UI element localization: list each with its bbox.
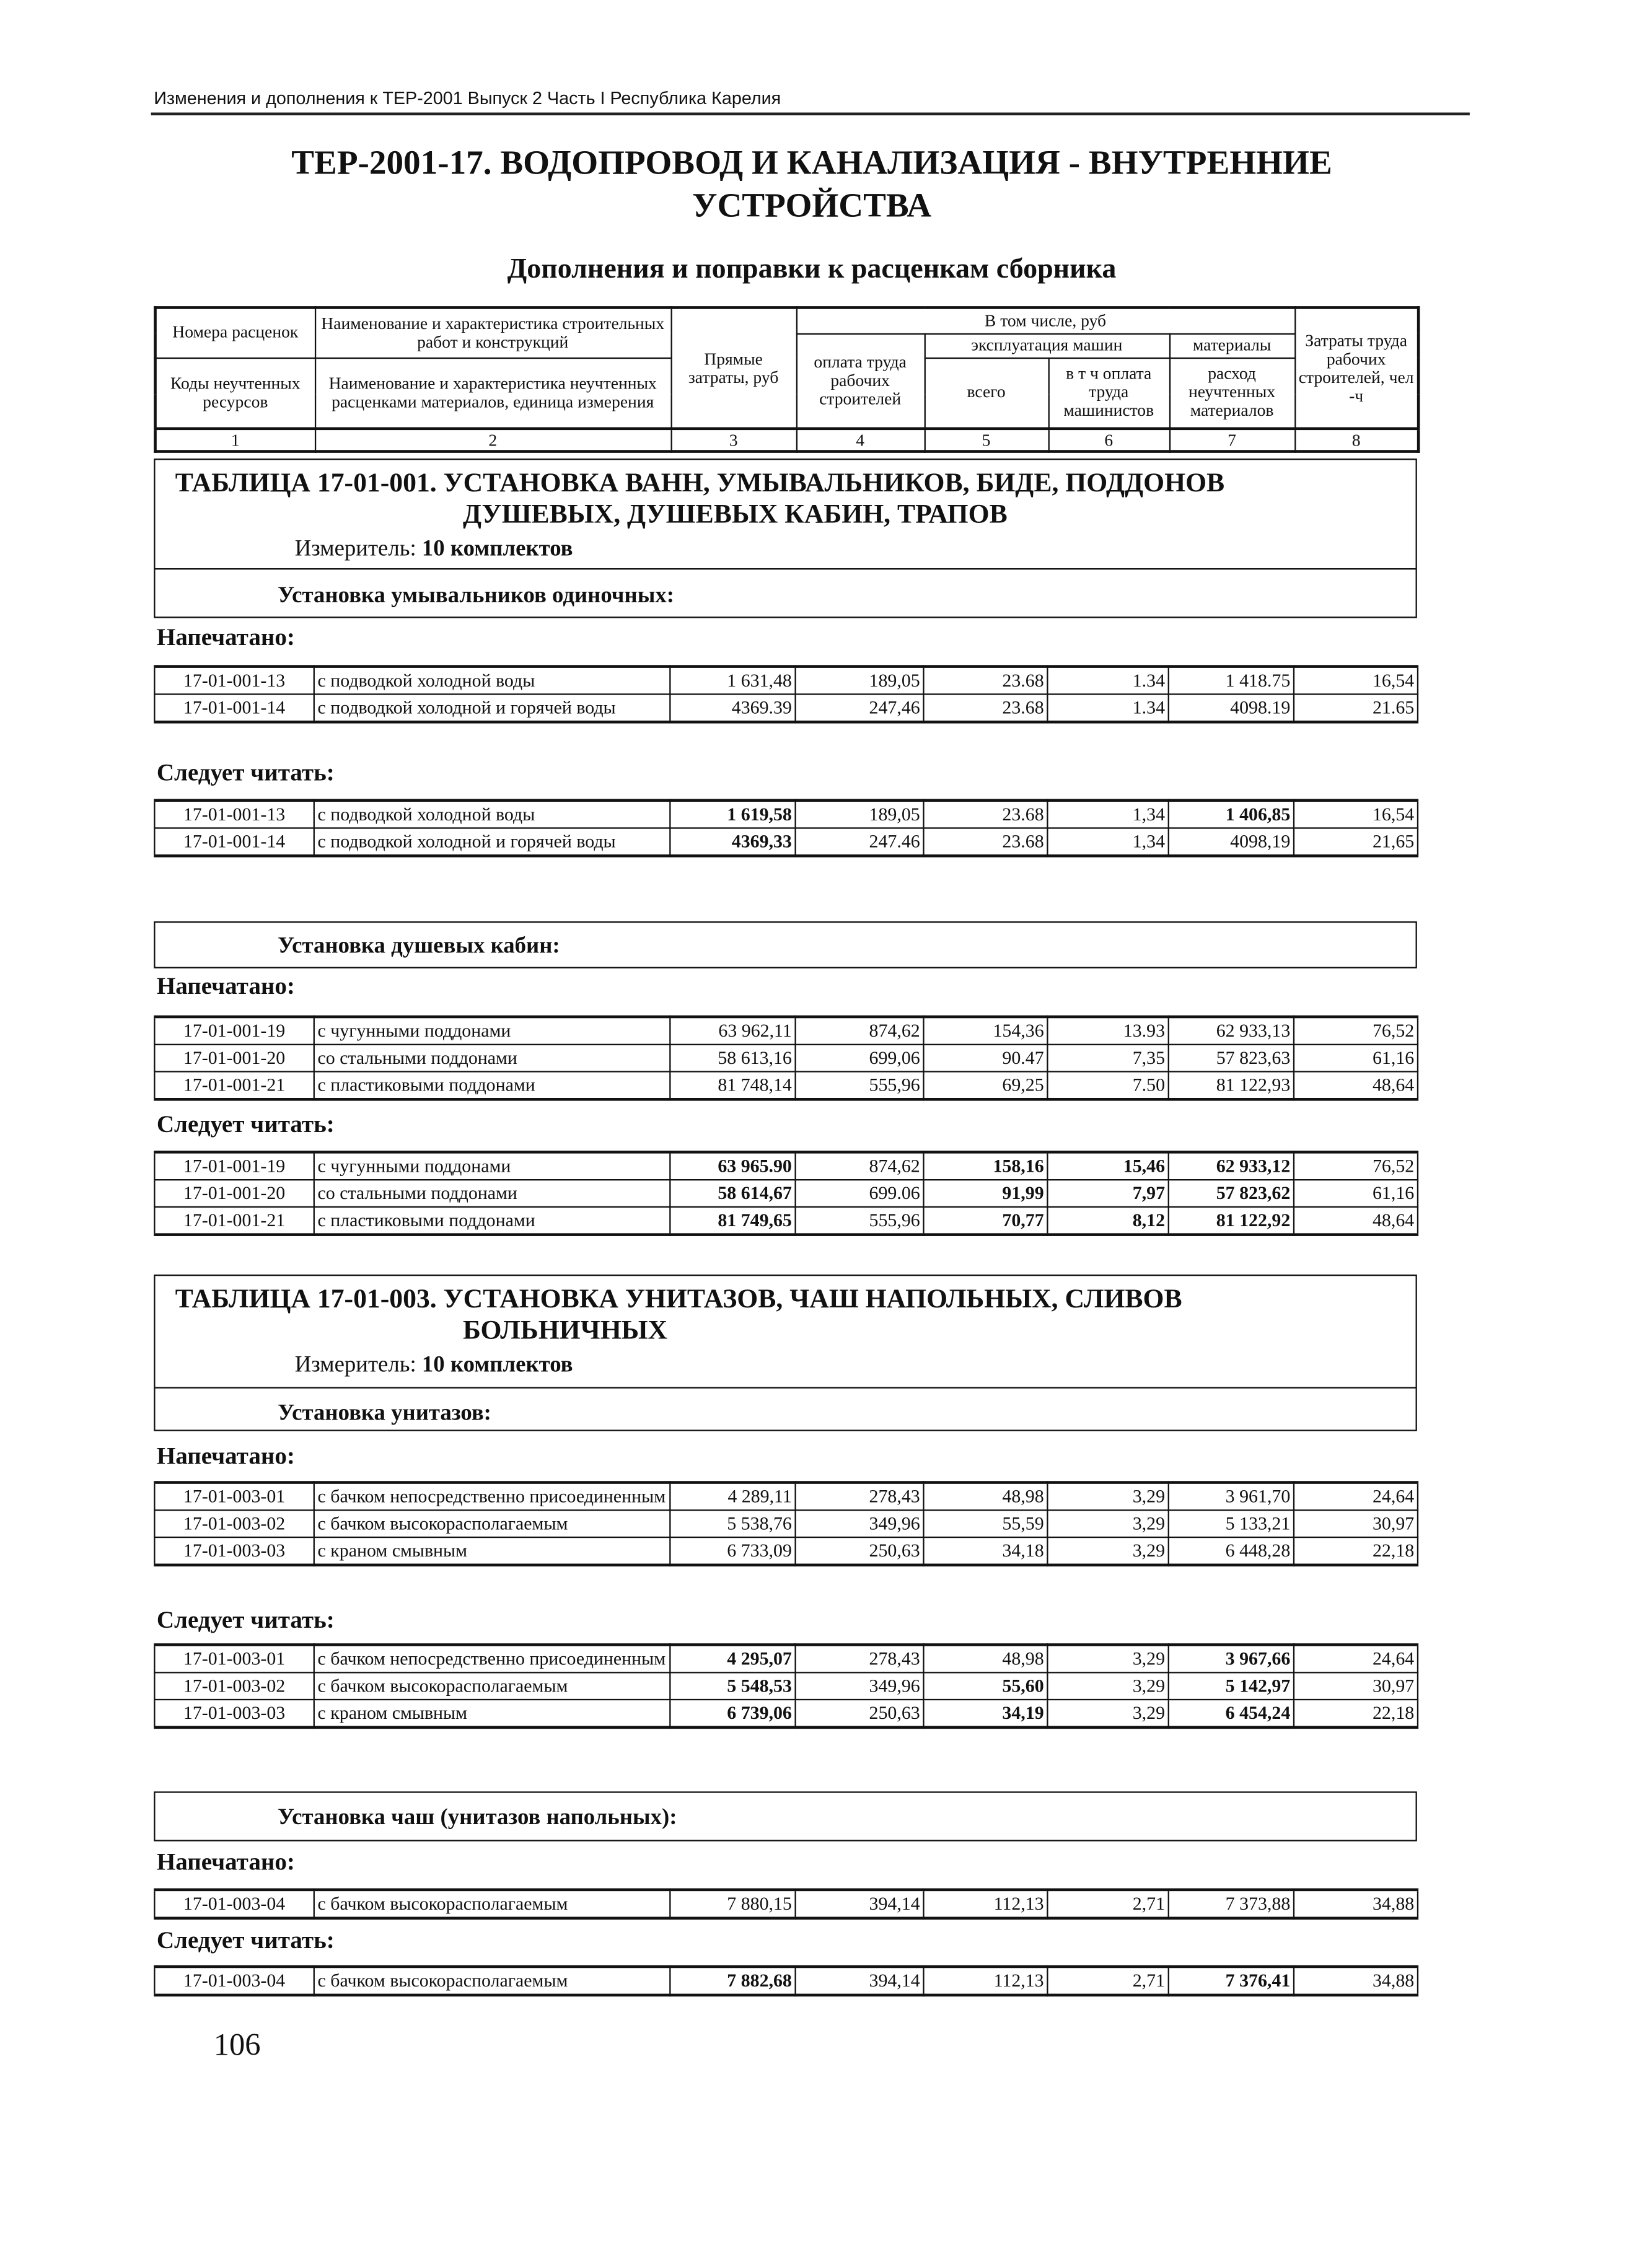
value-col-4: 247,46 xyxy=(796,694,924,722)
rates-table xyxy=(154,1481,1418,1566)
value-col-4: 699,06 xyxy=(796,1045,924,1072)
value-col-4: 250,63 xyxy=(796,1537,924,1565)
value-col-6: 2,71 xyxy=(1047,1967,1168,1995)
value-col-7: 7 376,41 xyxy=(1169,1967,1294,1995)
header-material-name: Наименование и характеристика неучтенных расценками материалов, единица измерения xyxy=(315,358,671,429)
value-col-8: 34,88 xyxy=(1294,1967,1418,1995)
value-col-5: 55,60 xyxy=(923,1672,1047,1700)
page-subtitle: Дополнения и поправки к расценкам сборника xyxy=(507,253,1117,285)
header-machinist-pay: в т ч оплата труда машинистов xyxy=(1048,358,1169,429)
column-number: 5 xyxy=(925,429,1048,452)
value-col-3: 63 962,11 xyxy=(670,1017,795,1045)
rates-table xyxy=(154,1016,1418,1101)
value-col-3: 4369,33 xyxy=(670,828,795,856)
value-col-4: 394,14 xyxy=(796,1890,924,1918)
value-col-4: 247.46 xyxy=(796,828,924,856)
table-17-01-003-box xyxy=(154,1275,1417,1431)
subsection-title: Установка умывальников одиночных: xyxy=(278,584,675,608)
value-col-6: 13.93 xyxy=(1047,1017,1168,1045)
rates-table xyxy=(154,665,1418,723)
printed-label: Напечатано: xyxy=(156,1442,295,1470)
value-col-7: 57 823,62 xyxy=(1169,1180,1294,1207)
value-col-7: 62 933,12 xyxy=(1169,1152,1294,1180)
value-col-4: 555,96 xyxy=(796,1071,924,1099)
rate-code: 17-01-001-21 xyxy=(154,1207,314,1235)
value-col-7: 1 406,85 xyxy=(1169,801,1294,828)
meter xyxy=(295,537,573,562)
read-label: Следует читать: xyxy=(156,758,335,786)
header-worker-pay: оплата труда рабочих строителей xyxy=(796,333,925,429)
rate-name: с бачком высокорасполагаемым xyxy=(314,1510,670,1537)
column-number: 6 xyxy=(1048,429,1169,452)
column-number: 7 xyxy=(1169,429,1294,452)
table-row xyxy=(154,694,1418,722)
value-col-3: 1 631,48 xyxy=(670,667,795,695)
value-col-6: 1.34 xyxy=(1047,694,1168,722)
value-col-6: 3,29 xyxy=(1047,1700,1168,1727)
value-col-5: 112,13 xyxy=(923,1967,1047,1995)
rates-table xyxy=(154,1151,1418,1236)
value-col-6: 8,12 xyxy=(1047,1207,1168,1235)
value-col-5: 34,19 xyxy=(923,1700,1047,1727)
header-materials: материалы xyxy=(1169,333,1294,358)
rate-code: 17-01-003-03 xyxy=(154,1537,314,1565)
value-col-8: 21,65 xyxy=(1294,828,1418,856)
column-header-table xyxy=(154,306,1420,453)
column-number: 2 xyxy=(315,429,671,452)
column-number: 3 xyxy=(670,429,796,452)
header-labor-costs: Затраты труда рабочих строителей, чел -ч xyxy=(1294,307,1418,428)
value-col-7: 3 961,70 xyxy=(1169,1483,1294,1511)
value-col-8: 48,64 xyxy=(1294,1071,1418,1099)
subsection-title: Установка душевых кабин: xyxy=(278,934,560,959)
value-col-5: 55,59 xyxy=(923,1510,1047,1537)
table-row xyxy=(154,1672,1418,1700)
rate-code: 17-01-003-04 xyxy=(154,1890,314,1918)
value-col-6: 7.50 xyxy=(1047,1071,1168,1099)
rate-name: с пластиковыми поддонами xyxy=(314,1207,670,1235)
rate-name: с подводкой холодной и горячей воды xyxy=(314,828,670,856)
table-title: ТАБЛИЦА 17-01-003. УСТАНОВКА УНИТАЗОВ, ЧАШ НАПОЛЬНЫХ, СЛИВОВ xyxy=(175,1284,1182,1315)
value-col-5: 112,13 xyxy=(923,1890,1047,1918)
title-line-2: УСТРОЙСТВА xyxy=(692,188,932,226)
value-col-7: 5 142,97 xyxy=(1169,1672,1294,1700)
value-col-7: 62 933,13 xyxy=(1169,1017,1294,1045)
read-label: Следует читать: xyxy=(156,1110,335,1138)
rate-name: со стальными поддонами xyxy=(314,1180,670,1207)
table-row xyxy=(154,1483,1418,1511)
rate-name: с бачком непосредственно присоединенным xyxy=(314,1483,670,1511)
value-col-7: 6 448,28 xyxy=(1169,1537,1294,1565)
header-work-name: Наименование и характеристика строительных работ и конструкций xyxy=(315,307,671,357)
value-col-6: 3,29 xyxy=(1047,1483,1168,1511)
value-col-5: 48,98 xyxy=(923,1645,1047,1673)
header-unaccounted-materials: расход неучтенных материалов xyxy=(1169,358,1294,429)
value-col-7: 3 967,66 xyxy=(1169,1645,1294,1673)
rate-code: 17-01-003-02 xyxy=(154,1510,314,1537)
value-col-3: 63 965.90 xyxy=(670,1152,795,1180)
value-col-7: 7 373,88 xyxy=(1169,1890,1294,1918)
value-col-3: 4 289,11 xyxy=(670,1483,795,1511)
rate-name: с краном смывным xyxy=(314,1700,670,1727)
value-col-4: 699.06 xyxy=(796,1180,924,1207)
value-col-6: 7,35 xyxy=(1047,1045,1168,1072)
header-machines-total: всего xyxy=(925,358,1048,429)
table-row xyxy=(154,1510,1418,1537)
value-col-8: 22,18 xyxy=(1294,1537,1418,1565)
value-col-7: 4098,19 xyxy=(1169,828,1294,856)
table-row xyxy=(154,828,1418,856)
value-col-8: 16,54 xyxy=(1294,667,1418,695)
rate-code: 17-01-001-14 xyxy=(154,828,314,856)
rate-code: 17-01-001-14 xyxy=(154,694,314,722)
value-col-8: 30,97 xyxy=(1294,1672,1418,1700)
value-col-3: 4 295,07 xyxy=(670,1645,795,1673)
value-col-5: 23.68 xyxy=(923,828,1047,856)
table-row xyxy=(154,1071,1418,1099)
table-row xyxy=(154,1045,1418,1072)
value-col-6: 3,29 xyxy=(1047,1645,1168,1673)
value-col-8: 24,64 xyxy=(1294,1645,1418,1673)
meter-label: Измеритель: xyxy=(294,1353,422,1377)
value-col-8: 34,88 xyxy=(1294,1890,1418,1918)
rate-code: 17-01-001-19 xyxy=(154,1152,314,1180)
subsection-box xyxy=(154,1791,1417,1841)
meter-value: 10 комплектов xyxy=(421,1353,573,1377)
value-col-5: 91,99 xyxy=(923,1180,1047,1207)
value-col-6: 7,97 xyxy=(1047,1180,1168,1207)
value-col-5: 90.47 xyxy=(923,1045,1047,1072)
table-row xyxy=(154,1152,1418,1180)
rate-code: 17-01-003-03 xyxy=(154,1700,314,1727)
value-col-3: 7 880,15 xyxy=(670,1890,795,1918)
header-resource-codes: Коды неучтенных ресурсов xyxy=(156,358,315,429)
meter xyxy=(295,1353,573,1378)
value-col-5: 34,18 xyxy=(923,1537,1047,1565)
rate-code: 17-01-001-13 xyxy=(154,801,314,828)
value-col-3: 1 619,58 xyxy=(670,801,795,828)
table-row xyxy=(154,1017,1418,1045)
column-number: 1 xyxy=(156,429,315,452)
rate-name: с пластиковыми поддонами xyxy=(314,1071,670,1099)
read-label: Следует читать: xyxy=(156,1606,335,1634)
printed-label: Напечатано: xyxy=(156,623,295,651)
value-col-4: 189,05 xyxy=(796,667,924,695)
running-head: Изменения и дополнения к ТЕР-2001 Выпуск 2 Часть I Республика Карелия xyxy=(154,88,781,108)
meter-label: Измеритель: xyxy=(294,537,422,561)
value-col-7: 4098.19 xyxy=(1169,694,1294,722)
value-col-6: 3,29 xyxy=(1047,1510,1168,1537)
table-row xyxy=(154,1967,1418,1995)
header-direct-costs: Прямые затраты, руб xyxy=(670,307,796,428)
rate-code: 17-01-001-19 xyxy=(154,1017,314,1045)
table-row xyxy=(154,801,1418,828)
value-col-8: 61,16 xyxy=(1294,1045,1418,1072)
value-col-3: 7 882,68 xyxy=(670,1967,795,1995)
value-col-5: 69,25 xyxy=(923,1071,1047,1099)
column-number: 8 xyxy=(1294,429,1418,452)
table-row xyxy=(154,1207,1418,1235)
value-col-5: 23.68 xyxy=(923,667,1047,695)
value-col-6: 15,46 xyxy=(1047,1152,1168,1180)
value-col-8: 30,97 xyxy=(1294,1510,1418,1537)
value-col-8: 48,64 xyxy=(1294,1207,1418,1235)
table-row xyxy=(154,1890,1418,1918)
value-col-8: 21.65 xyxy=(1294,694,1418,722)
value-col-4: 874,62 xyxy=(796,1152,924,1180)
meter-value: 10 комплектов xyxy=(421,537,573,561)
rate-code: 17-01-003-04 xyxy=(154,1967,314,1995)
read-label: Следует читать: xyxy=(156,1926,335,1954)
rate-name: с бачком высокорасполагаемым xyxy=(314,1967,670,1995)
value-col-3: 5 538,76 xyxy=(670,1510,795,1537)
table-title: ТАБЛИЦА 17-01-001. УСТАНОВКА ВАНН, УМЫВАЛЬНИКОВ, БИДЕ, ПОДДОНОВ xyxy=(175,468,1225,499)
value-col-3: 81 749,65 xyxy=(670,1207,795,1235)
rate-code: 17-01-001-13 xyxy=(154,667,314,695)
value-col-3: 6 739,06 xyxy=(670,1700,795,1727)
rate-name: с подводкой холодной воды xyxy=(314,667,670,695)
value-col-6: 1,34 xyxy=(1047,801,1168,828)
table-row xyxy=(154,667,1418,695)
header-machines: эксплуатация машин xyxy=(925,333,1169,358)
table-title-cont: БОЛЬНИЧНЫХ xyxy=(462,1315,668,1346)
value-col-6: 2,71 xyxy=(1047,1890,1168,1918)
value-col-5: 48,98 xyxy=(923,1483,1047,1511)
rate-name: с краном смывным xyxy=(314,1537,670,1565)
value-col-3: 4369.39 xyxy=(670,694,795,722)
value-col-3: 58 614,67 xyxy=(670,1180,795,1207)
rate-name: с бачком высокорасполагаемым xyxy=(314,1890,670,1918)
value-col-7: 5 133,21 xyxy=(1169,1510,1294,1537)
printed-label: Напечатано: xyxy=(156,972,295,1000)
rate-name: со стальными поддонами xyxy=(314,1045,670,1072)
value-col-8: 76,52 xyxy=(1294,1152,1418,1180)
value-col-4: 394,14 xyxy=(796,1967,924,1995)
table-title-cont: ДУШЕВЫХ, ДУШЕВЫХ КАБИН, ТРАПОВ xyxy=(462,499,1008,530)
value-col-8: 16,54 xyxy=(1294,801,1418,828)
rates-table xyxy=(154,1965,1418,1997)
page-title xyxy=(171,143,1452,228)
value-col-4: 250,63 xyxy=(796,1700,924,1727)
rate-name: с чугунными поддонами xyxy=(314,1152,670,1180)
table-row xyxy=(154,1180,1418,1207)
value-col-6: 1,34 xyxy=(1047,828,1168,856)
value-col-6: 1.34 xyxy=(1047,667,1168,695)
rate-name: с подводкой холодной воды xyxy=(314,801,670,828)
title-line-1: ТЕР-2001-17. ВОДОПРОВОД И КАНАЛИЗАЦИЯ - ВНУТРЕННИЕ xyxy=(291,145,1332,183)
value-col-5: 154,36 xyxy=(923,1017,1047,1045)
value-col-5: 23.68 xyxy=(923,801,1047,828)
rate-code: 17-01-001-20 xyxy=(154,1180,314,1207)
rates-table xyxy=(154,1643,1418,1729)
value-col-8: 22,18 xyxy=(1294,1700,1418,1727)
value-col-8: 24,64 xyxy=(1294,1483,1418,1511)
printed-label: Напечатано: xyxy=(156,1848,295,1876)
value-col-6: 3,29 xyxy=(1047,1537,1168,1565)
header-including: В том числе, руб xyxy=(796,307,1294,333)
rates-table xyxy=(154,799,1418,857)
value-col-5: 70,77 xyxy=(923,1207,1047,1235)
subsection-title: Установка чаш (унитазов напольных): xyxy=(278,1806,677,1830)
subsection-title: Установка унитазов: xyxy=(278,1401,491,1426)
rate-code: 17-01-001-21 xyxy=(154,1071,314,1099)
rate-code: 17-01-003-01 xyxy=(154,1483,314,1511)
header-rule xyxy=(151,113,1470,116)
value-col-3: 81 748,14 xyxy=(670,1071,795,1099)
value-col-3: 5 548,53 xyxy=(670,1672,795,1700)
table-17-01-001-box xyxy=(154,459,1417,618)
value-col-8: 61,16 xyxy=(1294,1180,1418,1207)
subsection-box xyxy=(154,921,1417,968)
value-col-4: 555,96 xyxy=(796,1207,924,1235)
value-col-7: 6 454,24 xyxy=(1169,1700,1294,1727)
column-numbers-row xyxy=(156,429,1419,452)
rate-name: с бачком непосредственно присоединенным xyxy=(314,1645,670,1673)
value-col-5: 23.68 xyxy=(923,694,1047,722)
value-col-3: 58 613,16 xyxy=(670,1045,795,1072)
header-rate-numbers: Номера расценок xyxy=(156,307,315,357)
page-number: 106 xyxy=(213,2026,261,2062)
value-col-7: 1 418.75 xyxy=(1169,667,1294,695)
rate-code: 17-01-003-01 xyxy=(154,1645,314,1673)
rate-name: с чугунными поддонами xyxy=(314,1017,670,1045)
value-col-4: 278,43 xyxy=(796,1645,924,1673)
value-col-7: 81 122,92 xyxy=(1169,1207,1294,1235)
value-col-4: 278,43 xyxy=(796,1483,924,1511)
value-col-3: 6 733,09 xyxy=(670,1537,795,1565)
value-col-7: 57 823,63 xyxy=(1169,1045,1294,1072)
rate-code: 17-01-001-20 xyxy=(154,1045,314,1072)
value-col-4: 189,05 xyxy=(796,801,924,828)
rate-name: с подводкой холодной и горячей воды xyxy=(314,694,670,722)
table-row xyxy=(154,1700,1418,1727)
table-row xyxy=(154,1645,1418,1673)
value-col-7: 81 122,93 xyxy=(1169,1071,1294,1099)
column-number: 4 xyxy=(796,429,925,452)
rates-table xyxy=(154,1889,1418,1920)
table-row xyxy=(154,1537,1418,1565)
value-col-6: 3,29 xyxy=(1047,1672,1168,1700)
value-col-4: 349,96 xyxy=(796,1672,924,1700)
rate-code: 17-01-003-02 xyxy=(154,1672,314,1700)
value-col-4: 874,62 xyxy=(796,1017,924,1045)
value-col-5: 158,16 xyxy=(923,1152,1047,1180)
value-col-8: 76,52 xyxy=(1294,1017,1418,1045)
value-col-4: 349,96 xyxy=(796,1510,924,1537)
rate-name: с бачком высокорасполагаемым xyxy=(314,1672,670,1700)
